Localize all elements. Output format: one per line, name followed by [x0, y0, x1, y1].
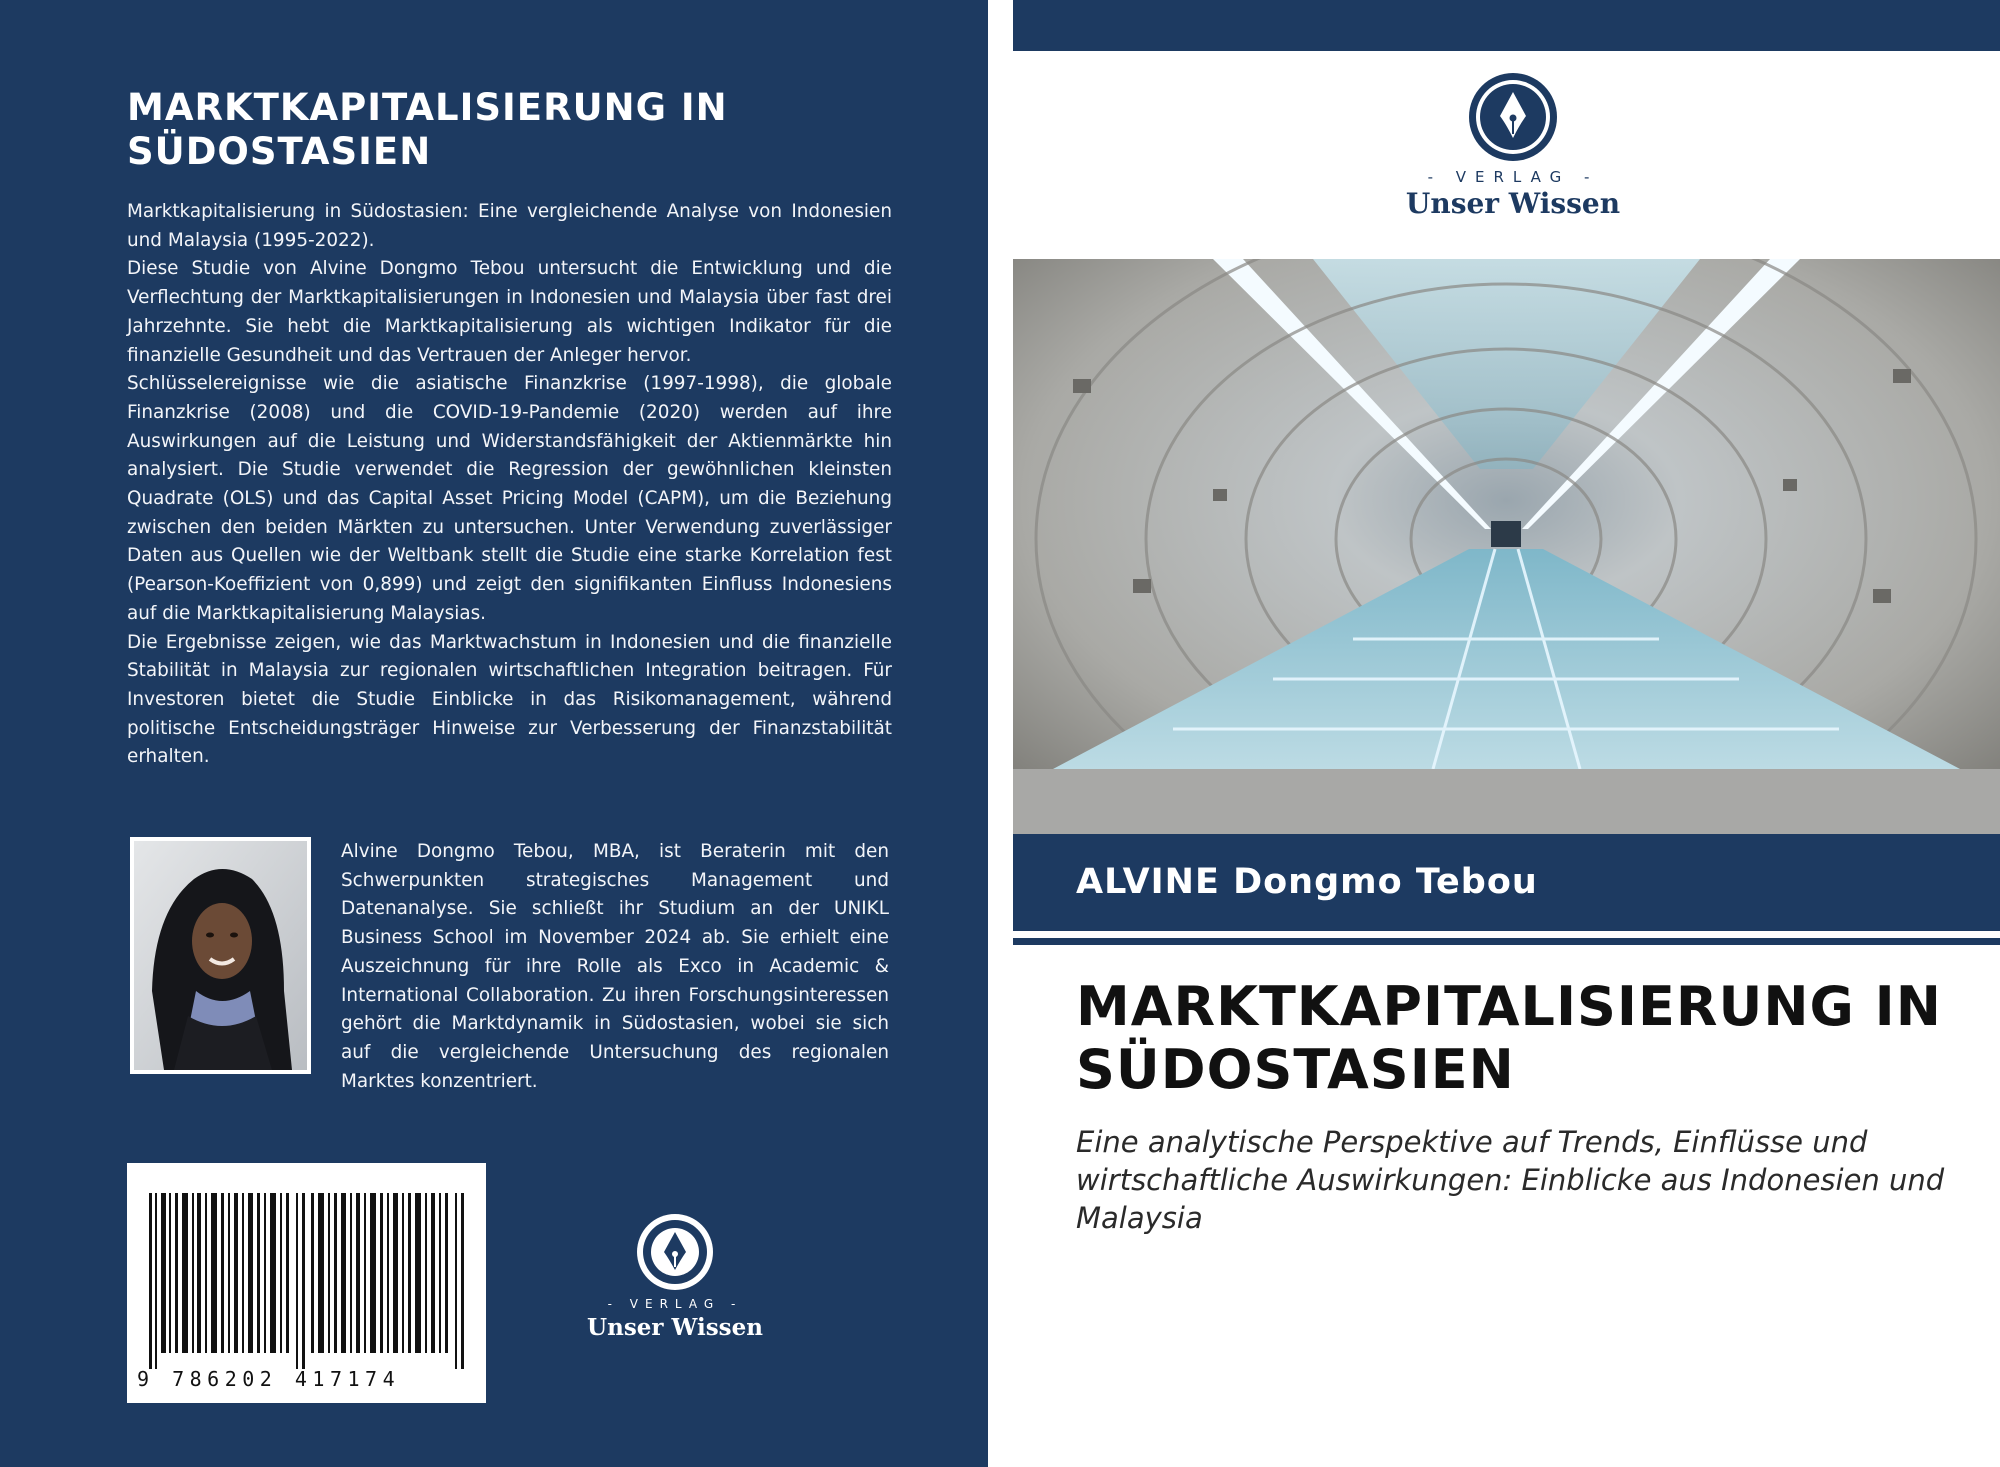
back-cover-title: MARKTKAPITALISIERUNG IN SÜDOSTASIEN [127, 86, 728, 173]
isbn-barcode [127, 1163, 486, 1403]
pen-nib-emblem-icon [635, 1212, 715, 1292]
publisher-label: - VERLAG - [1427, 168, 1599, 186]
front-cover [1013, 0, 2000, 1467]
publisher-name: Unser Wissen [1405, 187, 1621, 220]
front-cover-subtitle: Eine analytische Perspektive auf Trends, Einflüsse und wirtschaftliche Auswirkungen: Einblicke aus Indonesien und Malaysia [1076, 1125, 1945, 1235]
barcode-icon [145, 1193, 467, 1369]
back-cover [0, 0, 988, 1467]
description-paragraph: Schlüsselereignisse wie die asiatische Finanzkrise (1997-1998), die globale Finanzkrise (2008) und die COVID-19-Pandemie (2020) werden auf ihre Auswirkungen auf die Leistung und Widerstandsfähigkeit der Aktienmärkte hin analysiert. Die Studie verwendet die Regression der gewöhnlichen kleinsten Quadrate (OLS) und das Capital Asset Pricing Model (CAPM), um die Beziehung zwischen den beiden Märkten zu untersuchen. Unter Verwendung zuverlässiger Daten aus Quellen wie der Weltbank stellt die Studie eine starke Korrelation fest (Pearson-Koeffizient von 0,899) und zeigt den signifikanten Einfluss Indonesiens auf die Marktkapitalisierung Malaysias. [127, 373, 892, 624]
description-paragraph: Marktkapitalisierung in Südostasien: Eine vergleichende Analyse von Indonesien und Malaysia (1995-2022). [127, 201, 892, 251]
author-band [1013, 834, 2000, 931]
front-cover-title: MARKTKAPITALISIERUNG IN SÜDOSTASIEN [1076, 975, 1942, 1101]
description-paragraph: Die Ergebnisse zeigen, wie das Marktwachstum in Indonesien und die finanzielle Stabilität in Malaysia zur regionalen wirtschaftlichen Integration beitragen. Für Investoren bietet die Studie Einblicke in das Risikomanagement, während politische Entscheidungsträger Hinweise zur Verbesserung der Finanzstabilität erhalten. [127, 631, 892, 768]
isbn-number: 9 786202 417174 [137, 1367, 401, 1391]
back-cover-description [127, 198, 892, 772]
cover-tunnel-image [1013, 259, 2000, 834]
divider-line [1013, 938, 2000, 945]
spine-gap [988, 0, 1013, 1467]
publisher-logo [585, 1212, 765, 1347]
top-color-bar [1013, 0, 2000, 51]
publisher-logo [1383, 72, 1643, 222]
publisher-label: - VERLAG - [607, 1297, 743, 1311]
publisher-name: Unser Wissen [587, 1314, 763, 1341]
author-name: ALVINE Dongmo Tebou [1076, 862, 1538, 902]
pen-nib-emblem-icon [1468, 72, 1558, 162]
author-photo [130, 837, 311, 1074]
author-bio: Alvine Dongmo Tebou, MBA, ist Beraterin mit den Schwerpunkten strategisches Management und Datenanalyse. Sie schließt ihr Studium an der UNIKL Business School im November 2024 ab. Sie erhielt eine Auszeichnung für ihre Rolle als Exco in Academic & International Collaboration. Zu ihren Forschungsinteressen gehört die Marktdynamik in Südostasien, wobei sie sich auf die vergleichende Untersuchung des regionalen Marktes konzentriert. [341, 841, 889, 1092]
description-paragraph: Diese Studie von Alvine Dongmo Tebou untersucht die Entwicklung und die Verflechtung der Marktkapitalisierungen in Indonesien und Malaysia über fast drei Jahrzehnte. Sie hebt die Marktkapitalisierung als wichtigen Indikator für die finanzielle Gesundheit und das Vertrauen der Anleger hervor. [127, 258, 892, 366]
